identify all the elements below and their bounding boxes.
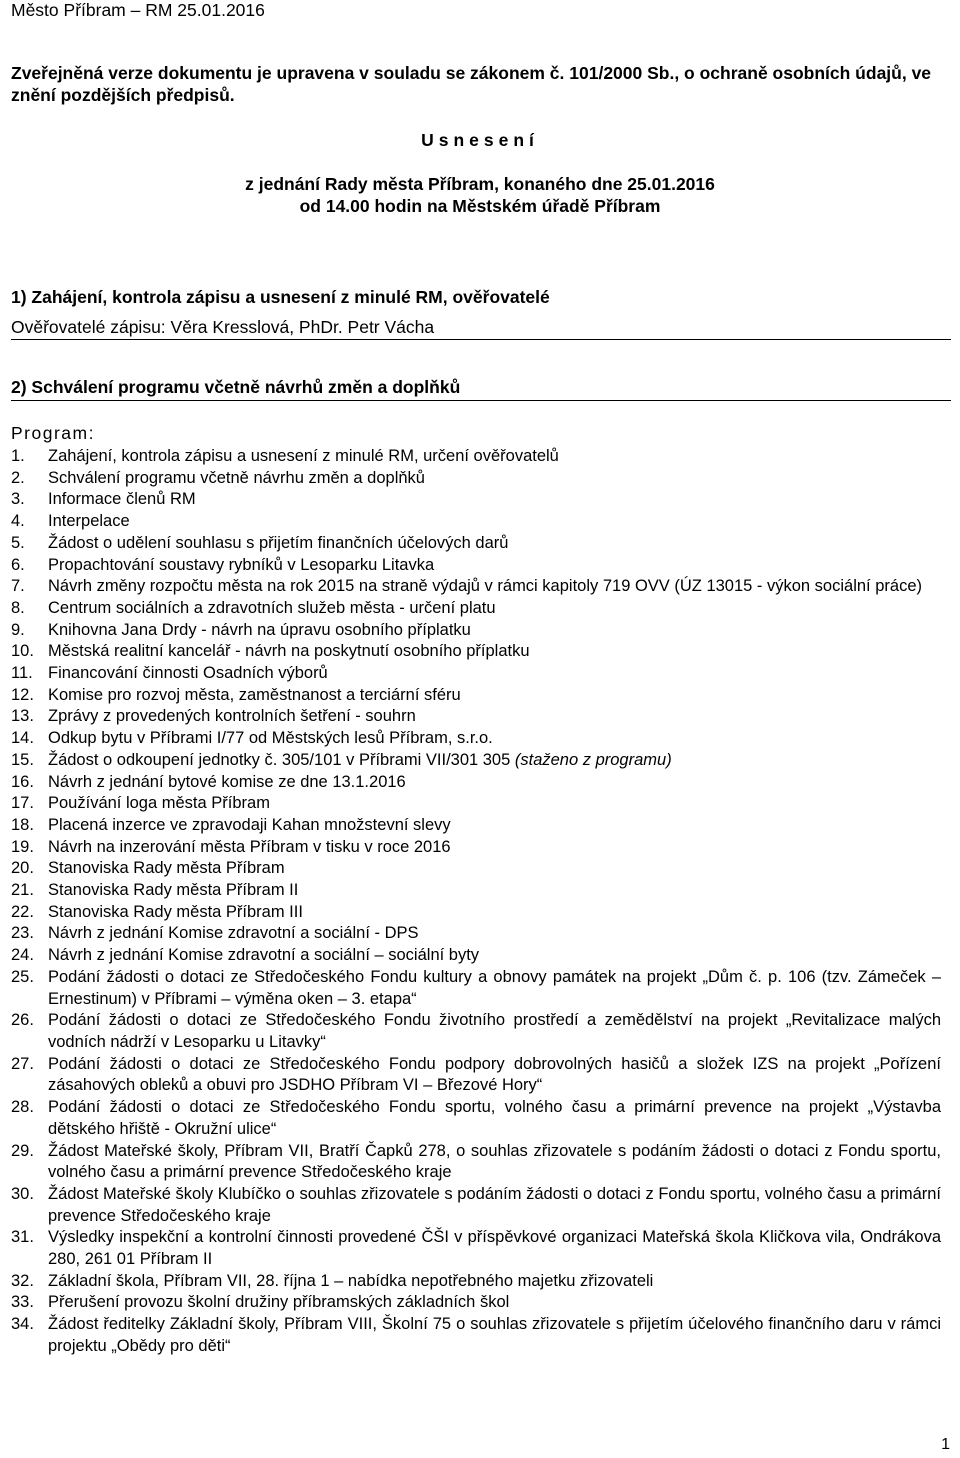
agenda-item-text bbox=[48, 1271, 941, 1293]
agenda-item-number: 7. bbox=[11, 577, 25, 596]
agenda-item-title: Placená inzerce ve zpravodaji Kahan množstevní slevy bbox=[48, 815, 451, 834]
agenda-item-number: 23. bbox=[11, 924, 34, 943]
agenda-item-title: Odkup bytu v Příbrami I/77 od Městských lesů Příbram, s.r.o. bbox=[48, 729, 493, 748]
agenda-item-text bbox=[48, 858, 941, 880]
agenda-item-text bbox=[48, 880, 941, 902]
privacy-notice: Zveřejněná verze dokumentu je upravena v souladu se zákonem č. 101/2000 Sb., o ochraně osobních údajů, ve znění pozdějších předpisů. bbox=[11, 63, 932, 105]
agenda-item-title: Městská realitní kancelář - návrh na poskytnutí osobního příplatku bbox=[48, 642, 530, 661]
agenda-item bbox=[11, 685, 941, 707]
agenda-item-text bbox=[48, 489, 941, 511]
agenda-item-number: 20. bbox=[11, 859, 34, 878]
agenda-item-title: Propachtování soustavy rybníků v Lesoparku Litavka bbox=[48, 555, 435, 574]
agenda-item-text bbox=[48, 945, 941, 967]
program-label: Program: bbox=[11, 423, 95, 443]
agenda-item bbox=[11, 1227, 941, 1270]
agenda-item-title: Stanoviska Rady města Příbram bbox=[48, 859, 285, 878]
agenda-item bbox=[11, 663, 941, 685]
agenda-item-text bbox=[48, 641, 941, 663]
agenda-item bbox=[11, 1141, 941, 1184]
agenda-item-text bbox=[48, 728, 941, 750]
meeting-info bbox=[0, 173, 960, 217]
agenda-item-number: 34. bbox=[11, 1315, 34, 1334]
document-title: Usnesení bbox=[421, 130, 539, 150]
agenda-item-text bbox=[48, 772, 941, 794]
agenda-item-title: Žádost ředitelky Základní školy, Příbram VIII, Školní 75 o souhlas zřizovatele s přijetím účelového finančního daru v rámci projektu „Obědy pro děti“ bbox=[48, 1315, 941, 1355]
agenda-item-title: Návrh z jednání Komise zdravotní a sociální – sociální byty bbox=[48, 946, 480, 965]
agenda-item-title: Informace členů RM bbox=[48, 490, 196, 509]
agenda-item-text bbox=[48, 750, 941, 772]
agenda-item bbox=[11, 945, 941, 967]
agenda-item-text bbox=[48, 620, 941, 642]
agenda-item-number: 33. bbox=[11, 1293, 34, 1312]
agenda-item-title: Centrum sociálních a zdravotních služeb města - určení platu bbox=[48, 598, 496, 617]
agenda-item bbox=[11, 706, 941, 728]
agenda-item bbox=[11, 641, 941, 663]
agenda-item-note: (staženo z programu) bbox=[514, 750, 672, 769]
agenda-item-number: 27. bbox=[11, 1054, 34, 1073]
agenda-item-number: 29. bbox=[11, 1141, 34, 1160]
agenda-item bbox=[11, 880, 941, 902]
document-header: Město Příbram – RM 25.01.2016 bbox=[11, 0, 265, 20]
agenda-item-number: 17. bbox=[11, 794, 34, 813]
agenda-item-title: Schválení programu včetně návrhu změn a doplňků bbox=[48, 468, 425, 487]
agenda-item-text bbox=[48, 468, 941, 490]
agenda-item-text bbox=[48, 1097, 941, 1140]
page-number: 1 bbox=[941, 1436, 950, 1453]
agenda-item-number: 9. bbox=[11, 620, 25, 639]
agenda-item-title: Žádost Mateřské školy Klubíčko o souhlas zřizovatele s podáním žádosti o dotaci z Fondu sportu, volného času a primární prevence Středočeského kraje bbox=[48, 1184, 941, 1225]
agenda-item-number: 11. bbox=[11, 664, 33, 683]
agenda-item-number: 24. bbox=[11, 946, 34, 965]
agenda-item-number: 14. bbox=[11, 729, 34, 748]
agenda-item-text bbox=[48, 923, 941, 945]
agenda-item-number: 19. bbox=[11, 837, 34, 856]
agenda-item-number: 3. bbox=[11, 490, 25, 509]
agenda-item-number: 4. bbox=[11, 512, 25, 531]
agenda-item-title: Stanoviska Rady města Příbram III bbox=[48, 902, 303, 921]
agenda-item bbox=[11, 489, 941, 511]
agenda-item-text bbox=[48, 511, 941, 533]
agenda-item-number: 5. bbox=[11, 533, 25, 552]
agenda-item-text bbox=[48, 967, 941, 1010]
agenda-item-number: 16. bbox=[11, 772, 34, 791]
agenda-item bbox=[11, 620, 941, 642]
agenda-item-text bbox=[48, 555, 941, 577]
agenda-item-title: Žádost o odkoupení jednotky č. 305/101 v Příbrami VII/301 305 bbox=[48, 750, 515, 769]
agenda-item-text bbox=[48, 793, 941, 815]
agenda-item-number: 10. bbox=[11, 642, 34, 661]
agenda-item-number: 30. bbox=[11, 1184, 34, 1203]
agenda-item bbox=[11, 923, 941, 945]
agenda-item-text bbox=[48, 576, 941, 598]
agenda-item-text bbox=[48, 1314, 941, 1357]
agenda-item-number: 2. bbox=[11, 468, 25, 487]
agenda-item bbox=[11, 1292, 941, 1314]
agenda-item bbox=[11, 511, 941, 533]
agenda-item-number: 31. bbox=[11, 1228, 34, 1247]
agenda-item bbox=[11, 1184, 941, 1227]
agenda-item-title: Přerušení provozu školní družiny příbramských základních škol bbox=[48, 1293, 510, 1312]
agenda-item-text bbox=[48, 706, 941, 728]
agenda-item-text bbox=[48, 815, 941, 837]
agenda-item-text bbox=[48, 902, 941, 924]
agenda-list bbox=[11, 446, 941, 1358]
agenda-item-number: 18. bbox=[11, 815, 34, 834]
agenda-item-number: 6. bbox=[11, 555, 25, 574]
agenda-item-title: Interpelace bbox=[48, 512, 130, 531]
agenda-item-title: Podání žádosti o dotaci ze Středočeského Fondu podpory dobrovolných hasičů a složek IZS na projekt „Pořízení zásahových obleků a obuvi pro JSDHO Příbram VI – Březové Hory“ bbox=[48, 1054, 941, 1095]
agenda-item-title: Stanoviska Rady města Příbram II bbox=[48, 881, 299, 900]
agenda-item bbox=[11, 1314, 941, 1357]
agenda-item-title: Žádost o udělení souhlasu s přijetím finančních účelových darů bbox=[48, 533, 509, 552]
agenda-item-title: Komise pro rozvoj města, zaměstnanost a terciární sféru bbox=[48, 685, 461, 704]
agenda-item-text bbox=[48, 598, 941, 620]
agenda-item-text bbox=[48, 837, 941, 859]
agenda-item-number: 1. bbox=[11, 447, 25, 465]
meeting-info-line2: od 14.00 hodin na Městském úřadě Příbram bbox=[299, 196, 661, 216]
agenda-item bbox=[11, 576, 941, 598]
agenda-item-number: 8. bbox=[11, 598, 25, 617]
agenda-item bbox=[11, 555, 941, 577]
agenda-item bbox=[11, 750, 941, 772]
agenda-item-number: 25. bbox=[11, 967, 34, 986]
agenda-item-number: 26. bbox=[11, 1011, 34, 1030]
agenda-item-number: 22. bbox=[11, 902, 34, 921]
agenda-item-text bbox=[48, 446, 941, 468]
agenda-item bbox=[11, 1054, 941, 1097]
agenda-item-title: Základní škola, Příbram VII, 28. října 1 – nabídka nepotřebného majetku zřizovateli bbox=[48, 1271, 654, 1290]
agenda-item bbox=[11, 598, 941, 620]
agenda-item-title: Návrh z jednání Komise zdravotní a sociální - DPS bbox=[48, 924, 419, 943]
agenda-item-number: 32. bbox=[11, 1271, 34, 1290]
agenda-item bbox=[11, 1271, 941, 1293]
agenda-item bbox=[11, 967, 941, 1010]
agenda-item-title: Zahájení, kontrola zápisu a usnesení z minulé RM, určení ověřovatelů bbox=[48, 447, 559, 465]
agenda-item bbox=[11, 837, 941, 859]
agenda-item bbox=[11, 1010, 941, 1053]
agenda-item-number: 15. bbox=[11, 750, 34, 769]
agenda-item-title: Podání žádosti o dotaci ze Středočeského Fondu životního prostředí a zemědělství na projekt „Revitalizace malých vodních nádrží v Lesoparku u Litavky“ bbox=[48, 1011, 941, 1051]
agenda-item-number: 21. bbox=[11, 881, 34, 900]
agenda-item-title: Podání žádosti o dotaci ze Středočeského Fondu kultury a obnovy památek na projekt „Dům č. p. 106 (tzv. Zámeček – Ernestinum) v Příbrami – výměna oken – 3. etapa“ bbox=[48, 967, 941, 1008]
verifiers-text: Ověřovatelé zápisu: Věra Kresslová, PhDr. Petr Vácha bbox=[11, 317, 435, 337]
agenda-item bbox=[11, 793, 941, 815]
agenda-item bbox=[11, 728, 941, 750]
agenda-item-text bbox=[48, 1010, 941, 1053]
agenda-item bbox=[11, 1097, 941, 1140]
agenda-item bbox=[11, 815, 941, 837]
agenda-item bbox=[11, 468, 941, 490]
agenda-item-title: Používání loga města Příbram bbox=[48, 794, 270, 813]
agenda-item-title: Návrh změny rozpočtu města na rok 2015 na straně výdajů v rámci kapitoly 719 OVV (ÚZ 13015 - výkon sociální práce) bbox=[48, 577, 922, 596]
agenda-item-text bbox=[48, 1141, 941, 1184]
agenda-item-title: Výsledky inspekční a kontrolní činnosti provedené ČŠI v příspěvkové organizaci Mateřská škola Kličkova vila, Ondrákova 280, 261 01 Příbram II bbox=[48, 1228, 941, 1269]
agenda-item-number: 28. bbox=[11, 1098, 34, 1117]
agenda-item-title: Žádost Mateřské školy, Příbram VII, Bratří Čapků 278, o souhlas zřizovatele s podáním žádosti o dotaci z Fondu sportu, volného času a primární prevence Středočeského kraje bbox=[48, 1141, 941, 1182]
agenda-item bbox=[11, 446, 941, 468]
agenda-item-number: 12. bbox=[11, 685, 34, 704]
agenda-item-text bbox=[48, 663, 941, 685]
agenda-item-title: Financování činnosti Osadních výborů bbox=[48, 664, 328, 683]
agenda-item-text bbox=[48, 1184, 941, 1227]
agenda-item-number: 13. bbox=[11, 707, 34, 726]
agenda-item bbox=[11, 533, 941, 555]
agenda-item-title: Návrh na inzerování města Příbram v tisku v roce 2016 bbox=[48, 837, 451, 856]
agenda-item-title: Zprávy z provedených kontrolních šetření - souhrn bbox=[48, 707, 416, 726]
agenda-item-text bbox=[48, 1292, 941, 1314]
agenda-item bbox=[11, 902, 941, 924]
agenda-item bbox=[11, 772, 941, 794]
section-program-approval bbox=[11, 376, 951, 401]
agenda-item-title: Podání žádosti o dotaci ze Středočeského Fondu sportu, volného času a primární prevence na projekt „Výstavba dětského hřiště - Okružní ulice“ bbox=[48, 1098, 941, 1138]
agenda-item bbox=[11, 858, 941, 880]
section-opening-heading: 1) Zahájení, kontrola zápisu a usnesení z minulé RM, ověřovatelé bbox=[11, 287, 550, 307]
agenda-item-title: Návrh z jednání bytové komise ze dne 13.1.2016 bbox=[48, 772, 406, 791]
agenda-item-text bbox=[48, 533, 941, 555]
section-opening bbox=[11, 286, 951, 340]
agenda-item-title: Knihovna Jana Drdy - návrh na úpravu osobního příplatku bbox=[48, 620, 471, 639]
agenda-item-text bbox=[48, 1227, 941, 1270]
section-program-heading: 2) Schválení programu včetně návrhů změn a doplňků bbox=[11, 377, 461, 397]
meeting-info-line1: z jednání Rady města Příbram, konaného dne 25.01.2016 bbox=[245, 174, 715, 194]
agenda-item-text bbox=[48, 1054, 941, 1097]
agenda-item-text bbox=[48, 685, 941, 707]
